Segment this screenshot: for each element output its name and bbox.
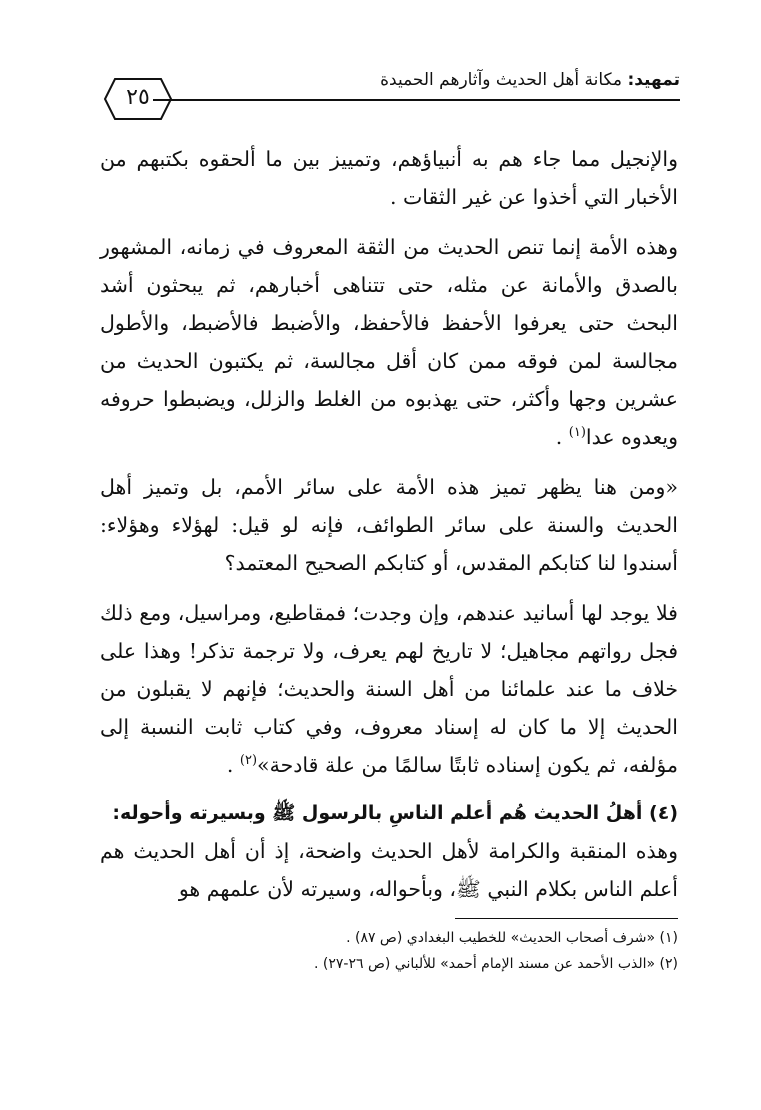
footnote-ref-2[interactable]: (٢): [239, 753, 258, 769]
main-text: [100, 140, 678, 920]
paragraph-4-text: فلا يوجد لها أسانيد عندهم، وإن وجدت؛ فمقاطيع، ومراسيل، ومع ذلك فجل رواتهم مجاهيل؛ لا تاريخ لهم يعرف، ولا ترجمة تذكر! وهذا على خلاف ما عند علمائنا من أهل السنة والحديث؛ فإنهم لا يقبلون من الحديث إلا ما كان له إسناد معروف، وفي كتاب ثابت النسبة إلى مؤلفه، ثم يكون إسناده ثابتًا سالمًا من علة قادحة»: [100, 601, 678, 777]
paragraph-2-text: وهذه الأمة إنما تنص الحديث من الثقة المعروف في زمانه، المشهور بالصدق والأمانة عن مثله، حتى تتناهى أخبارهم، ثم يبحثون أشد البحث حتى يعرفوا الأحفظ فالأحفظ، والأضبط فالأضبط، والأطول مجالسة لمن فوقه ممن كان أقل مجالسة، ثم يكتبون الحديث من عشرين وجها وأكثر، حتى يهذبوه من الغلط والزلل، ويضبطوا حروفه ويعدوه عدا: [100, 235, 678, 449]
paragraph-1: [100, 140, 678, 216]
paragraph-3: [100, 468, 678, 582]
header-title-rest: مكانة أهل الحديث وآثارهم الحميدة: [380, 70, 628, 90]
header-title: [380, 70, 680, 90]
paragraph-1-text: والإنجيل مما جاء هم به أنبياؤهم، وتمييز بين ما ألحقوه بكتبهم من الأخبار التي أخذوا عن غير الثقات .: [100, 147, 678, 209]
section-paragraph: [100, 832, 678, 908]
paragraph-4-tail: .: [226, 753, 240, 777]
page-number: ٢٥: [126, 85, 150, 110]
paragraph-4: [100, 594, 678, 784]
footnote-separator: [455, 918, 678, 919]
header-rule: [153, 99, 680, 101]
paragraph-2-tail: .: [555, 425, 569, 449]
header-title-lead: تمهيد:: [627, 70, 680, 90]
running-header: [95, 62, 680, 122]
footnote-2: (٢) «الذب الأحمد عن مسند الإمام أحمد» للألباني (ص ٢٦-٢٧) .: [313, 956, 678, 972]
paragraph-2: [100, 228, 678, 456]
page-number-badge: [103, 77, 173, 121]
paragraph-3-text: «ومن هنا يظهر تميز هذه الأمة على سائر الأمم، بل وتميز أهل الحديث والسنة على سائر الطوائف، فإنه لو قيل: لهؤلاء وهؤلاء: أسندوا لنا كتابكم المقدس، أو كتابكم الصحيح المعتمد؟: [100, 475, 678, 575]
footnote-ref-1[interactable]: (١): [568, 425, 586, 441]
section-paragraph-text: وهذه المنقبة والكرامة لأهل الحديث واضحة، إذ أن أهل الحديث هم أعلم الناس بكلام النبي ﷺ، وبأحواله، وسيرته لأن علمهم هو: [100, 839, 678, 901]
section-heading: (٤) أهلُ الحديث هُم أعلم الناسِ بالرسول ﷺ وبسيرته وأحوله:: [112, 802, 678, 824]
footnotes: [100, 925, 678, 977]
footnote-1: (١) «شرف أصحاب الحديث» للخطيب البغدادي (ص ٨٧) .: [346, 930, 678, 946]
